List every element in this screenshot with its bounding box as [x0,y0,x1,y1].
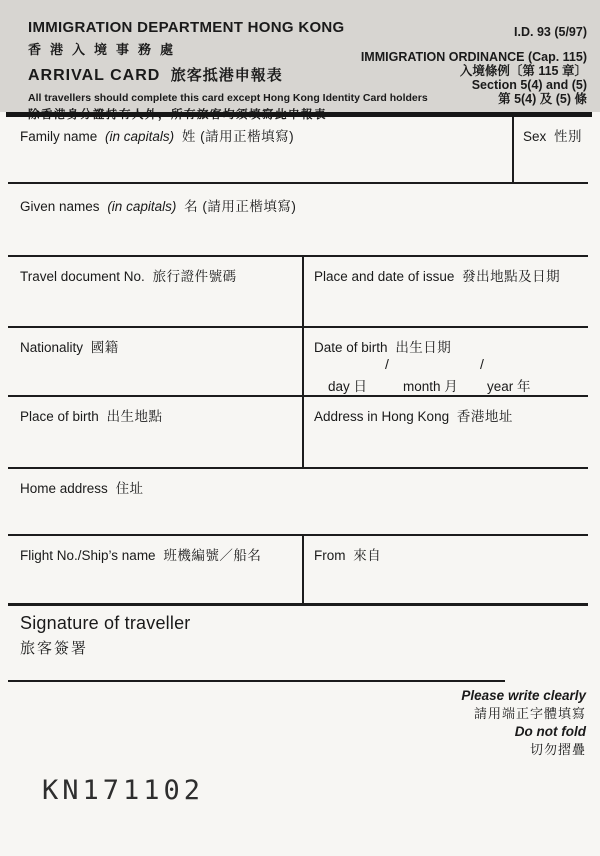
dob-day-label: day 日 [328,379,368,394]
row-place-of-birth [8,397,588,469]
card-title-zh: 旅客抵港申報表 [170,67,283,84]
given-names-label-capitals: (in capitals) [107,199,177,214]
row-home-address [8,469,588,536]
write-clearly-note-zh: 請用端正字體填寫 [473,706,586,721]
date-of-birth-label-zh: 出生日期 [395,340,452,355]
place-of-birth-label-en: Place of birth [20,409,99,424]
given-names-label-zh: 名 (請用正楷填寫) [184,199,297,214]
ordinance-zh: 入境條例〔第 115 章〕 [459,64,587,78]
home-address-field[interactable] [8,469,588,534]
date-of-birth-label [314,336,582,356]
family-name-label-zh: 姓 (請用正楷填寫) [181,129,295,144]
do-not-fold-note-zh: 切勿摺疊 [529,742,586,757]
travel-document-field[interactable] [8,257,302,326]
header-right-block [361,25,587,106]
section-zh: 第 5(4) 及 (5) 條 [498,92,587,106]
signature-divider-rule [8,680,505,682]
place-of-birth-label [20,405,296,425]
flight-ship-field[interactable] [8,536,302,603]
travel-document-label-zh: 旅行證件號碼 [152,269,237,284]
signature-label-zh: 旅客簽署 [20,640,89,657]
home-address-label-zh: 住址 [115,481,144,496]
place-date-issue-field[interactable] [302,257,588,326]
dob-slash-separator-2: / [480,356,484,372]
form-code: I.D. 93 (5/97) [514,25,587,39]
signature-field[interactable] [20,613,191,658]
nationality-label-en: Nationality [20,340,84,355]
given-names-label [20,195,582,215]
department-title-zh: 香港入境事務處 [28,42,183,57]
address-hk-label [314,405,582,425]
write-clearly-note-en: Please write clearly [461,688,586,703]
card-serial-number: KN171102 [42,775,205,806]
address-hk-field[interactable] [302,397,588,467]
row-travel-document [8,257,588,328]
sex-label-en: Sex [523,129,547,144]
given-names-field[interactable] [8,184,588,255]
row-given-names [8,184,588,257]
card-title-en: ARRIVAL CARD [28,67,161,84]
from-label-zh: 來自 [353,548,382,563]
completion-note-en: All travellers should complete this card except Hong Kong Identity Card holders [28,92,428,104]
ordinance-en: IMMIGRATION ORDINANCE (Cap. 115) [360,50,587,64]
travel-document-label-en: Travel document No. [20,269,145,284]
place-date-issue-label-zh: 發出地點及日期 [462,269,561,284]
nationality-label-zh: 國籍 [90,340,119,355]
sex-label-zh: 性別 [554,129,583,144]
family-name-label-en: Family name [20,129,98,144]
from-label [314,544,582,564]
address-hk-label-zh: 香港地址 [456,409,513,424]
home-address-label [20,477,582,497]
dob-year-label: year 年 [487,379,531,394]
sex-label [523,125,582,145]
from-label-en: From [314,548,346,563]
row-flight-ship [8,536,588,606]
department-title-en: IMMIGRATION DEPARTMENT HONG KONG [28,19,345,36]
do-not-fold-note-en: Do not fold [514,724,586,739]
section-en: Section 5(4) and (5) [471,78,587,92]
date-of-birth-label-en: Date of birth [314,340,388,355]
dob-month-label: month 月 [403,379,458,394]
family-name-label [20,125,506,145]
flight-ship-label [20,544,296,564]
place-date-issue-label-en: Place and date of issue [314,269,455,284]
travel-document-label [20,265,296,285]
row-nationality [8,328,588,397]
place-of-birth-label-zh: 出生地點 [106,409,163,424]
sex-field[interactable] [512,117,588,182]
family-name-label-capitals: (in capitals) [105,129,175,144]
given-names-label-en: Given names [20,199,100,214]
place-date-issue-label [314,265,582,285]
family-name-field[interactable] [8,117,512,182]
nationality-label [20,336,296,356]
from-field[interactable] [302,536,588,603]
flight-ship-label-zh: 班機編號／船名 [163,548,262,563]
footer-instructions [461,687,586,759]
home-address-label-en: Home address [20,481,108,496]
flight-ship-label-en: Flight No./Ship’s name [20,548,156,563]
card-header [0,0,600,112]
address-hk-label-en: Address in Hong Kong [314,409,450,424]
signature-label-en: Signature of traveller [20,613,191,633]
date-of-birth-field[interactable] [302,328,588,395]
nationality-field[interactable] [8,328,302,395]
place-of-birth-field[interactable] [8,397,302,467]
dob-slash-separator-1: / [385,356,389,372]
row-family-name [8,117,588,184]
